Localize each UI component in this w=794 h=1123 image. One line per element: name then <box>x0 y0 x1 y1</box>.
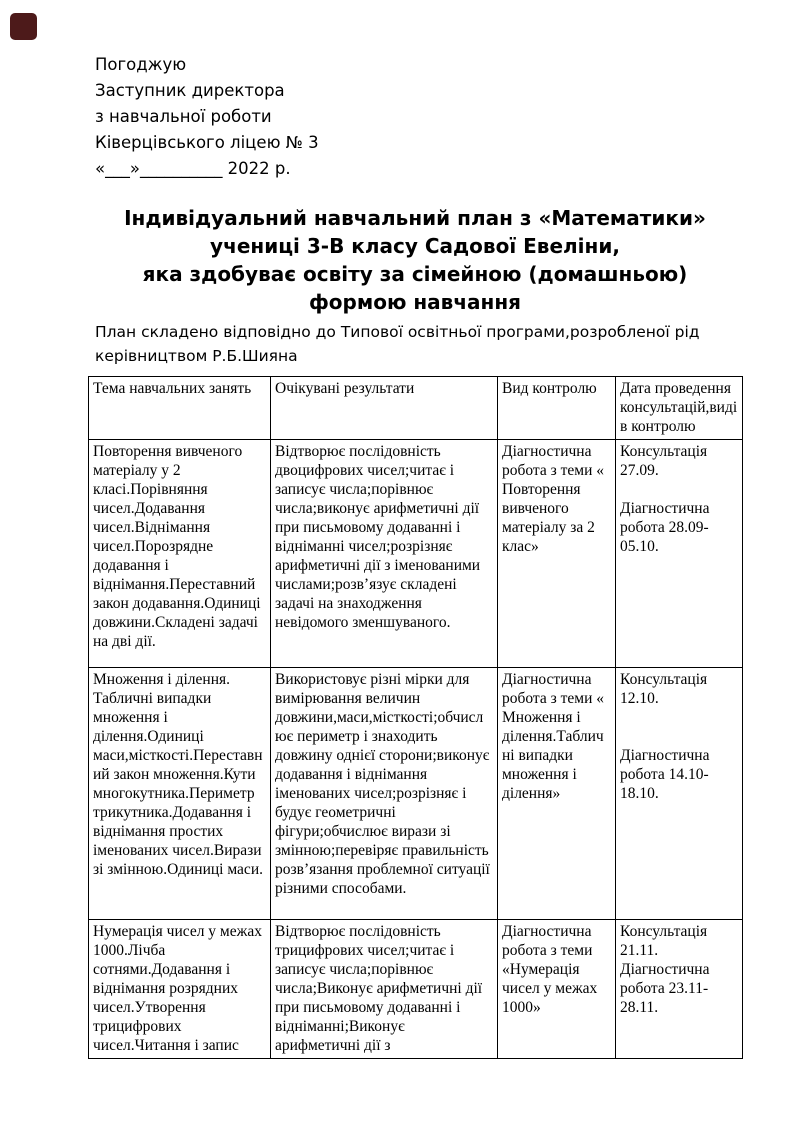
date-paragraph: Діагностична робота 28.09-05.10. <box>620 500 710 555</box>
cell-outcomes: Використовує різні мірки для вимірювання величин довжини,маси,місткості;обчислює периметр і знаходить довжину однієї сторони;виконує додавання і віднімання іменованих чисел;розрізняє і будує геометричні фігури;обчислює вирази зі змінною;перевіряє правильність розв’язання проблемної ситуації різними способами. <box>271 668 498 920</box>
title-line: яка здобуває освіту за сімейною (домашньою) <box>142 262 688 286</box>
cell-control: Діагностична робота з теми « Повторення вивченого матеріалу за 2 клас» <box>498 440 616 668</box>
date-paragraph: Консультація 12.10. <box>620 671 708 707</box>
date-paragraph <box>620 480 738 499</box>
cell-topic: Повторення вивченого матеріалу у 2 класі.Порівняння чисел.Додавання чисел.Віднімання чисел.Порозрядне додавання і віднімання.Переставний закон додавання.Одиниці довжини.Складені задачі на дві дії. <box>89 440 271 668</box>
date-paragraph <box>620 727 738 746</box>
cell-outcomes: Відтворює послідовність трицифрових чисел;читає і записує числа;порівнює числа;Виконує арифметичні дії при письмовому додаванні і відніманні;Виконує арифметичні дії з <box>271 920 498 1059</box>
table-row <box>89 440 743 668</box>
date-paragraph <box>620 708 738 727</box>
approval-line-date: «___»__________ 2022 р. <box>95 159 291 178</box>
header-cell-topic: Тема навчальних занять <box>89 377 271 440</box>
cell-topic: Нумерація чисел у межах 1000.Лічба сотнями.Додавання і віднімання розрядних чисел.Утворення трицифрових чисел.Читання і запис <box>89 920 271 1059</box>
approval-line: Ківерцівського ліцею № 3 <box>95 133 319 152</box>
cell-dates <box>616 440 743 668</box>
plan-table <box>88 376 743 1059</box>
cell-topic: Множення і ділення. Табличні випадки множення і ділення.Одиниці маси,місткості.Переставний закон множення.Кути многокутника.Периметр трикутника.Додавання і віднімання простих іменованих чисел.Вирази зі змінною.Одиниці маси. <box>89 668 271 920</box>
cell-control: Діагностична робота з теми «Нумерація чисел у межах 1000» <box>498 920 616 1059</box>
header-cell-control: Вид контролю <box>498 377 616 440</box>
title-line: учениці 3-В класу Садової Евеліни, <box>210 234 620 258</box>
intro-paragraph: План складено відповідно до Типової освітньої програми,розробленої рід керівництвом Р.Б.Шияна <box>95 323 700 365</box>
table-row <box>89 668 743 920</box>
corner-marker-icon <box>10 13 37 40</box>
header-row <box>89 377 743 440</box>
plan-table-body <box>89 440 743 1059</box>
title-line: Індивідуальний навчальний план з «Математики» <box>124 206 706 230</box>
approval-block <box>95 52 794 182</box>
date-paragraph: Діагностична робота 14.10-18.10. <box>620 747 710 802</box>
date-paragraph: Діагностична робота 23.11-28.11. <box>620 961 710 1016</box>
date-paragraph: Консультація 27.09. <box>620 443 708 479</box>
title-line: формою навчання <box>308 290 522 314</box>
header-cell-dates: Дата проведення консультацій,видів контролю <box>616 377 743 440</box>
cell-outcomes: Відтворює послідовність двоцифрових чисел;читає і записує числа;порівнює числа;виконує арифметичні дії при письмовому додаванні і відніманні чисел;розрізняє арифметичні дії з іменованими числами;розв’язує складені задачі на знаходження невідомого зменшуваного. <box>271 440 498 668</box>
cell-dates <box>616 668 743 920</box>
approval-line: Погоджую <box>95 55 187 74</box>
header-cell-outcomes: Очікувані результати <box>271 377 498 440</box>
date-paragraph: Консультація 21.11. <box>620 923 708 959</box>
cell-control: Діагностична робота з теми « Множення і ділення.Табличні випадки множення і ділення» <box>498 668 616 920</box>
approval-line: Заступник директора <box>95 81 285 100</box>
plan-table-header <box>89 377 743 440</box>
cell-dates <box>616 920 743 1059</box>
table-row <box>89 920 743 1059</box>
approval-line: з навчальної роботи <box>95 107 272 126</box>
document-title <box>88 204 742 316</box>
